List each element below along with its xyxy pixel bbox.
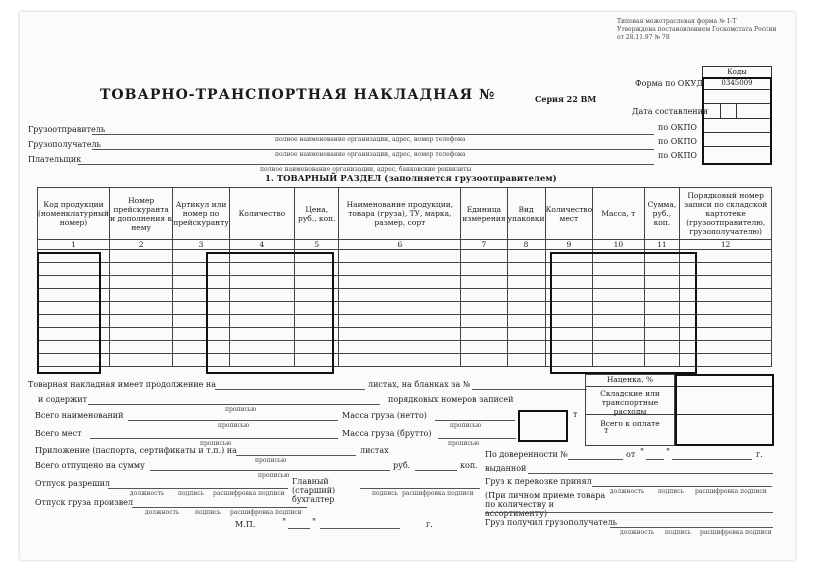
table-cell[interactable] xyxy=(339,289,461,302)
table-cell[interactable] xyxy=(461,341,507,354)
sign-hint: расшифровка подписи xyxy=(230,509,302,516)
header-cell: Сумма, руб., коп. xyxy=(644,188,680,240)
table-cell[interactable] xyxy=(339,354,461,367)
charges-values xyxy=(675,374,774,446)
continuation-sheets: листах, на бланках за № xyxy=(368,380,471,389)
table-number-row xyxy=(38,240,772,250)
sign-hint: подпись xyxy=(178,490,204,497)
highlight-column xyxy=(37,252,101,374)
table-cell[interactable] xyxy=(507,250,545,263)
accepted-label: Груз к перевозке принял xyxy=(485,477,592,486)
released-sum-label: Всего отпущено на сумму xyxy=(35,461,145,470)
stamp-label: М.П. xyxy=(235,520,256,529)
words-hint: прописью xyxy=(450,422,482,429)
column-number: 6 xyxy=(339,240,461,250)
column-number: 1 xyxy=(38,240,110,250)
sign-hint: должность xyxy=(610,488,645,495)
table-cell[interactable] xyxy=(109,302,172,315)
table-cell[interactable] xyxy=(109,263,172,276)
table-cell[interactable] xyxy=(461,302,507,315)
mass-net-label: Масса груза (нетто) xyxy=(342,411,427,420)
date-quote: " xyxy=(666,448,671,458)
column-number: 2 xyxy=(109,240,172,250)
table-cell[interactable] xyxy=(507,263,545,276)
table-cell[interactable] xyxy=(109,328,172,341)
total-names-label: Всего наименований xyxy=(35,411,124,420)
sign-hint: должность xyxy=(130,490,165,497)
release-produced-label: Отпуск груза произвел xyxy=(35,498,134,507)
kop-label: коп. xyxy=(460,461,478,470)
table-cell[interactable] xyxy=(109,354,172,367)
header-cell: Артикул или номер по прейскуранту xyxy=(173,188,229,240)
date-label: Дата составления xyxy=(632,107,709,116)
table-cell[interactable] xyxy=(339,315,461,328)
column-number: 11 xyxy=(644,240,680,250)
table-header-row xyxy=(38,188,772,240)
shipper-label: Грузоотправитель xyxy=(28,125,106,134)
charges-table xyxy=(585,374,675,446)
sign-hint: должность xyxy=(620,529,655,536)
sign-hint: подпись xyxy=(195,509,221,516)
codes-box xyxy=(702,77,772,165)
year-label: г. xyxy=(426,520,433,529)
table-cell[interactable] xyxy=(507,276,545,289)
codes-header: Коды xyxy=(702,66,772,78)
table-cell[interactable] xyxy=(339,302,461,315)
words-hint: прописью xyxy=(448,440,480,447)
table-cell[interactable] xyxy=(461,263,507,276)
table-cell[interactable] xyxy=(109,315,172,328)
ton-unit: т xyxy=(604,426,609,435)
words-hint: прописью xyxy=(225,406,257,413)
total-pay-cell: Всего к оплате xyxy=(600,419,660,428)
warehouse-cell: Складские или транспортные расходы xyxy=(586,387,674,415)
header-cell: Наименование продукции, товара (груза), ТУ, марка, размер, сорт xyxy=(339,188,461,240)
waybill-form xyxy=(20,12,795,560)
markup-cell: Наценка, % xyxy=(586,375,674,387)
highlight-column xyxy=(206,252,334,374)
table-cell[interactable] xyxy=(507,315,545,328)
sign-hint: подпись xyxy=(372,490,398,497)
header-cell: Вид упаковки xyxy=(507,188,545,240)
ton-unit: т xyxy=(573,410,578,419)
words-hint: прописью xyxy=(258,472,290,479)
approval-line: Утверждена постановлением Госкомстата России xyxy=(617,26,777,33)
consignee-label: Грузополучатель xyxy=(28,140,101,149)
table-cell[interactable] xyxy=(507,328,545,341)
date-quote: " xyxy=(640,448,645,458)
table-cell[interactable] xyxy=(461,250,507,263)
consignee-hint: полное наименование организации, адрес, номер телефона xyxy=(275,151,466,158)
table-cell[interactable] xyxy=(339,276,461,289)
column-number: 7 xyxy=(461,240,507,250)
header-cell: Цена, руб., коп. xyxy=(295,188,339,240)
column-number: 5 xyxy=(295,240,339,250)
table-cell[interactable] xyxy=(109,341,172,354)
column-number: 4 xyxy=(229,240,294,250)
table-cell[interactable] xyxy=(109,250,172,263)
mass-box xyxy=(518,410,568,442)
okpo-label: по ОКПО xyxy=(658,123,697,132)
sheets-label: листах xyxy=(360,446,389,455)
header-cell: Единица измерения xyxy=(461,188,507,240)
table-cell[interactable] xyxy=(461,276,507,289)
column-number: 10 xyxy=(593,240,644,250)
sign-hint: подпись xyxy=(665,529,691,536)
shipper-hint: полное наименование организации, адрес, номер телефона xyxy=(275,136,466,143)
section-title: 1. ТОВАРНЫЙ РАЗДЕЛ (заполняется грузоотправителем) xyxy=(265,174,557,184)
year-label: г. xyxy=(756,450,763,459)
table-cell[interactable] xyxy=(461,289,507,302)
approval-line: Типовая межотраслевая форма № 1-Т xyxy=(617,18,737,25)
table-cell[interactable] xyxy=(507,289,545,302)
table-cell[interactable] xyxy=(507,354,545,367)
header-cell: Масса, т xyxy=(593,188,644,240)
header-cell: Номер прейскуранта и дополнения к нему xyxy=(109,188,172,240)
continuation-label: Товарная накладная имеет продолжение на xyxy=(28,380,217,389)
from-label: от xyxy=(626,450,636,459)
header-cell: Количество мест xyxy=(545,188,593,240)
okud-label: Форма по ОКУД xyxy=(635,79,703,88)
sign-hint: расшифровка подписи xyxy=(700,529,772,536)
table-cell[interactable] xyxy=(339,341,461,354)
header-cell: Количество xyxy=(229,188,294,240)
table-cell[interactable] xyxy=(339,328,461,341)
personal-receipt-note: (При личном приеме товара по количеству и ассортименту) xyxy=(485,491,606,518)
table-cell[interactable] xyxy=(109,276,172,289)
sign-hint: должность xyxy=(145,509,180,516)
column-number: 9 xyxy=(545,240,593,250)
payer-hint: полное наименование организации, адрес, банковские реквизиты xyxy=(260,166,472,173)
words-hint: прописью xyxy=(200,440,232,447)
column-number: 8 xyxy=(507,240,545,250)
records-label: порядковых номеров записей xyxy=(388,395,514,404)
attachment-label: Приложение (паспорта, сертификаты и т.п.) на xyxy=(35,446,237,455)
table-cell[interactable] xyxy=(507,341,545,354)
sign-hint: расшифровка подписи xyxy=(695,488,767,495)
issued-label: выданной xyxy=(485,464,527,473)
approval-line: от 28.11.97 № 78 xyxy=(617,34,670,41)
date-quote: " xyxy=(282,518,287,528)
header-cell: Порядковый номер записи по складской картотеке (грузоотправителю, грузополучателю) xyxy=(680,188,772,240)
proxy-label: По доверенности № xyxy=(485,450,569,459)
column-number: 3 xyxy=(173,240,229,250)
header-cell: Код продукции (номенклатурный номер) xyxy=(38,188,110,240)
okpo-label: по ОКПО xyxy=(658,137,697,146)
words-hint: прописью xyxy=(255,457,287,464)
mass-gross-label: Масса груза (брутто) xyxy=(342,429,432,438)
received-label: Груз получил грузополучатель xyxy=(485,518,618,527)
total-places-label: Всего мест xyxy=(35,429,82,438)
table-cell[interactable] xyxy=(461,354,507,367)
sign-hint: расшифровка подписи xyxy=(402,490,474,497)
table-cell[interactable] xyxy=(461,315,507,328)
table-cell[interactable] xyxy=(109,289,172,302)
chief-accountant-label: Главный (старший) бухгалтер xyxy=(292,477,336,504)
table-cell[interactable] xyxy=(461,328,507,341)
sign-hint: расшифровка подписи xyxy=(213,490,285,497)
okud-value: 0345009 xyxy=(721,79,753,87)
table-cell[interactable] xyxy=(339,263,461,276)
series-label: Серия 22 ВМ xyxy=(535,94,597,104)
words-hint: прописью xyxy=(218,422,250,429)
okpo-label: по ОКПО xyxy=(658,151,697,160)
contains-label: и содержит xyxy=(38,395,88,404)
sign-hint: подпись xyxy=(658,488,684,495)
form-approval xyxy=(617,18,776,42)
column-number: 12 xyxy=(680,240,772,250)
form-title: ТОВАРНО-ТРАНСПОРТНАЯ НАКЛАДНАЯ № xyxy=(100,87,496,103)
highlight-column xyxy=(550,252,697,374)
payer-label: Плательщик xyxy=(28,155,82,164)
date-quote: " xyxy=(312,518,317,528)
table-cell[interactable] xyxy=(339,250,461,263)
release-allowed-label: Отпуск разрешил xyxy=(35,479,111,488)
rub-label: руб. xyxy=(393,461,411,470)
table-cell[interactable] xyxy=(507,302,545,315)
